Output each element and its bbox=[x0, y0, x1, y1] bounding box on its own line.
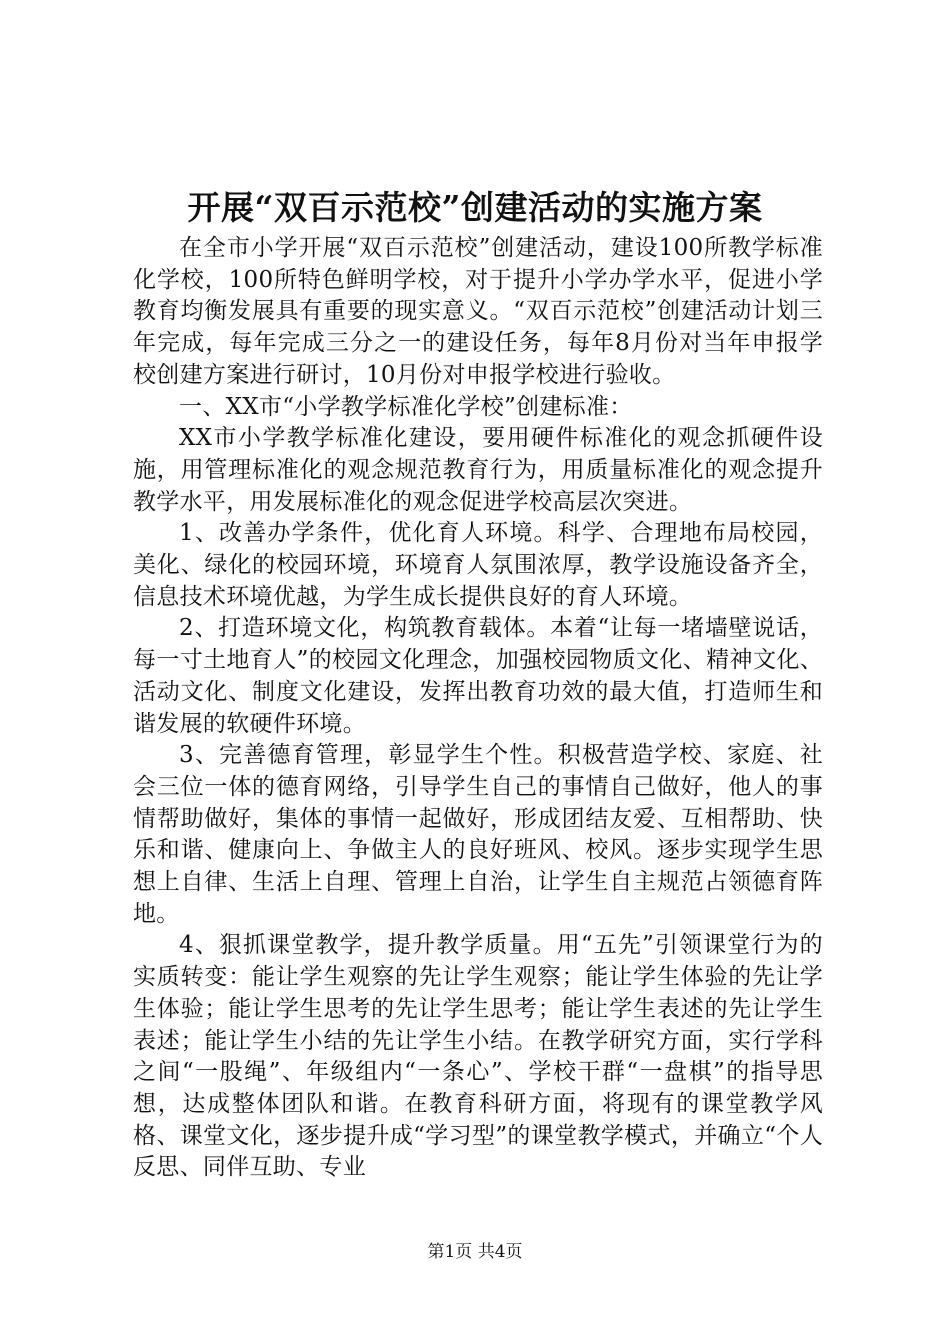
page-number-footer: 第1页 共4页 bbox=[427, 1242, 523, 1262]
paragraph-item-3: 3、完善德育管理，彰显学生个性。积极营造学校、家庭、社会三位一体的德育网络，引导学生自己的事情自己做好，他人的事情帮助做好，集体的事情一起做好，形成团结友爱、互相帮助、快乐和谐、健康向上、争做主人的良好班风、校风。逐步实现学生思想上自律、生活上自理、管理上自治，让学生自主规范占领德育阵地。 bbox=[133, 742, 823, 927]
paragraph-item-2: 2、打造环境文化，构筑教育载体。本着“让每一堵墙壁说话，每一寸土地育人”的校园文化理念，加强校园物质文化、精神文化、活动文化、制度文化建设，发挥出教育功效的最大值，打造师生和谐发展的软硬件环境。 bbox=[133, 615, 823, 737]
document-body bbox=[133, 233, 823, 1184]
paragraph-standard-overview: XX市小学教学标准化建设，要用硬件标准化的观念抓硬件设施，用管理标准化的观念规范教育行为，用质量标准化的观念提升教学水平，用发展标准化的观念促进学校高层次突进。 bbox=[133, 425, 823, 515]
paragraph-intro: 在全市小学开展“双百示范校”创建活动，建设100所教学标准化学校，100所特色鲜明学校，对于提升小学办学水平，促进小学教育均衡发展具有重要的现实意义。“双百示范校”创建活动计划三年完成，每年完成三分之一的建设任务，每年8月份对当年申报学校创建方案进行研讨，10月份对申报学校进行验收。 bbox=[133, 235, 823, 388]
paragraph-heading-1: 一、XX市“小学教学标准化学校”创建标准： bbox=[179, 393, 633, 420]
paragraph-item-1: 1、改善办学条件，优化育人环境。科学、合理地布局校园，美化、绿化的校园环境，环境育人氛围浓厚，教学设施设备齐全，信息技术环境优越，为学生成长提供良好的育人环境。 bbox=[133, 520, 823, 610]
document-title: 开展“双百示范校”创建活动的实施方案 bbox=[187, 188, 763, 227]
paragraph-item-4: 4、狠抓课堂教学，提升教学质量。用“五先”引领课堂行为的实质转变：能让学生观察的先让学生观察；能让学生体验的先让学生体验；能让学生思考的先让学生思考；能让学生表述的先让学生表述；能让学生小结的先让学生小结。在教学研究方面，实行学科之间“一股绳”、年级组内“一条心”、学校干群“一盘棋”的指导思想，达成整体团队和谐。在教育科研方面，将现有的课堂教学风格、课堂文化，逐步提升成“学习型”的课堂教学模式，并确立“个人反思、同伴互助、专业 bbox=[133, 932, 823, 1181]
